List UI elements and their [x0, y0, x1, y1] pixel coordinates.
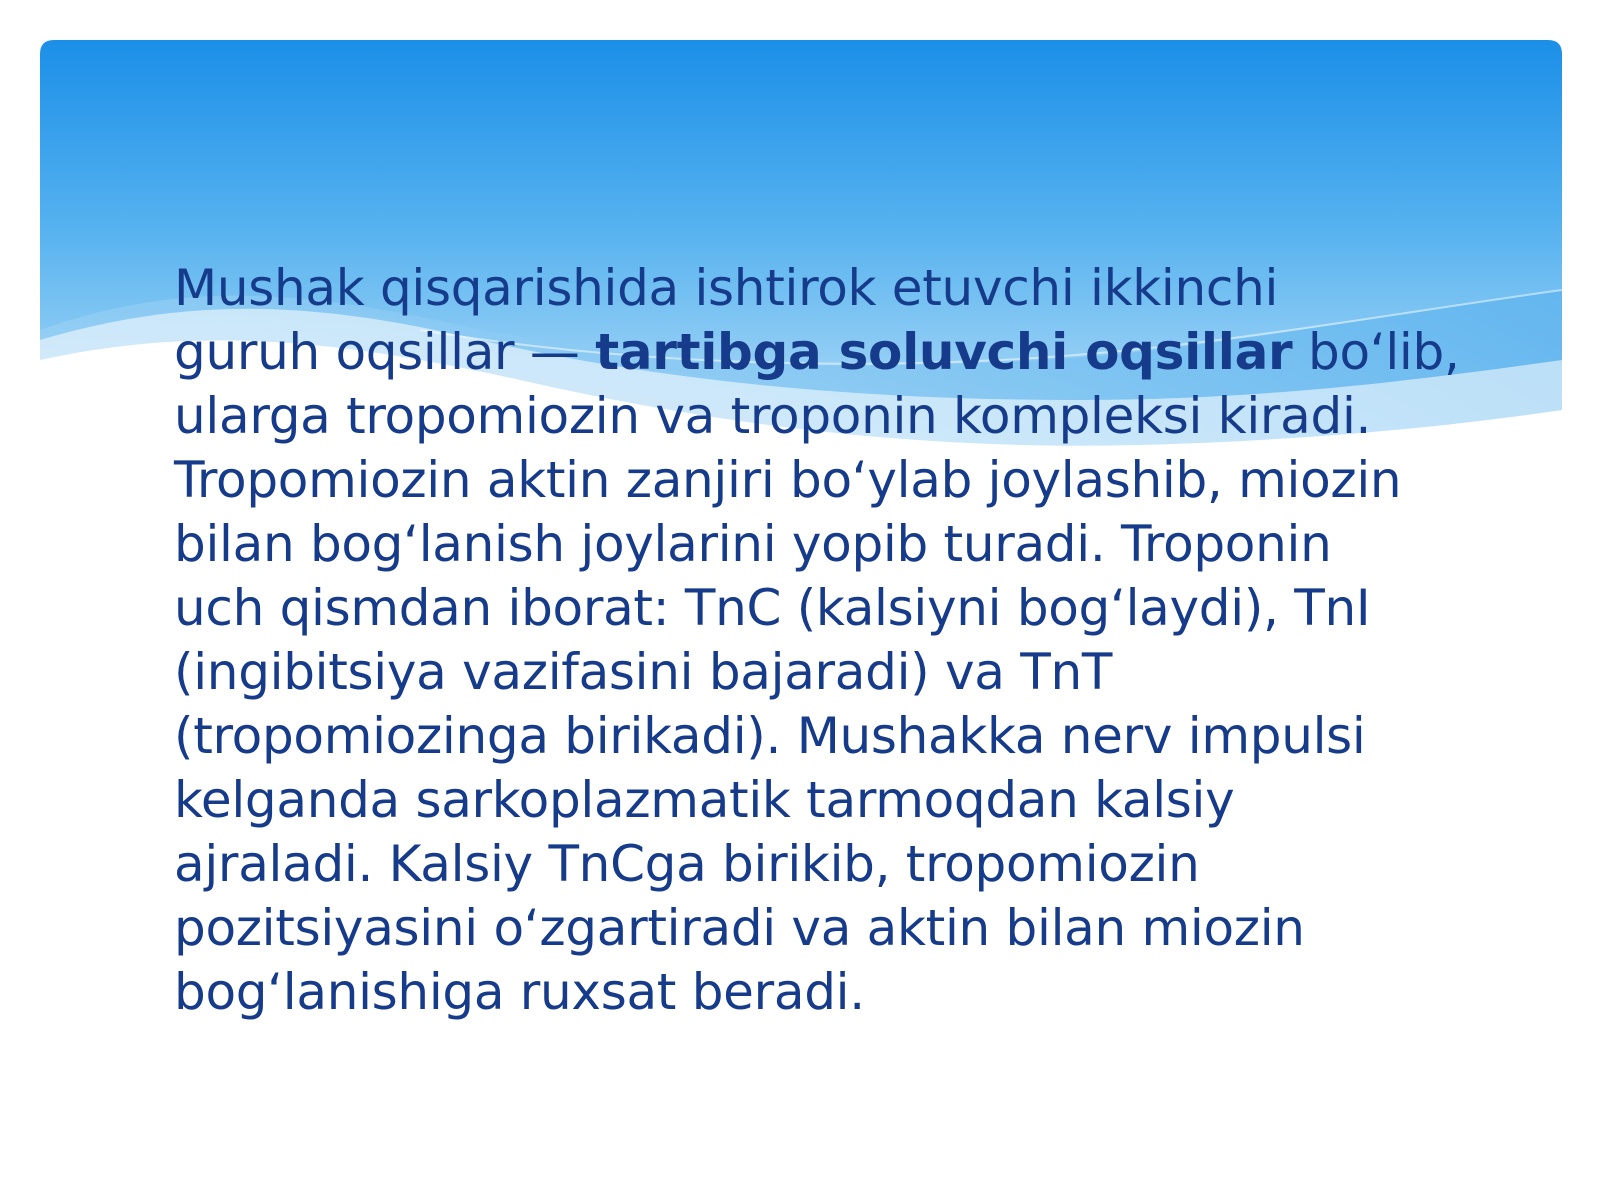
paragraph-line: pozitsiyasini o‘zgartiradi va aktin bilan miozin	[174, 899, 1305, 957]
paragraph-line: Tropomiozin aktin zanjiri bo‘ylab joylashib, miozin	[174, 451, 1402, 509]
paragraph-line: kelganda sarkoplazmatik tarmoqdan kalsiy	[174, 771, 1235, 829]
content-paragraph	[174, 256, 1474, 1024]
paragraph-line: uch qismdan iborat: TnC (kalsiyni bog‘laydi), TnI	[174, 579, 1371, 637]
emphasis-text: tartibga soluvchi oqsillar	[595, 323, 1293, 381]
paragraph-line: bilan bog‘lanish joylarini yopib turadi. Troponin	[174, 515, 1332, 573]
paragraph-line: ularga tropomiozin va troponin kompleksi kiradi.	[174, 387, 1372, 445]
paragraph-text: bo‘lib,	[1292, 323, 1460, 381]
paragraph-line: (tropomiozinga birikadi). Mushakka nerv impulsi	[174, 707, 1366, 765]
paragraph-text: guruh oqsillar —	[174, 323, 596, 381]
paragraph-line: Mushak qisqarishida ishtirok etuvchi ikkinchi	[174, 259, 1279, 317]
paragraph-line: (ingibitsiya vazifasini bajaradi) va TnT	[174, 643, 1113, 701]
paragraph-line: bog‘lanishiga ruxsat beradi.	[174, 963, 865, 1021]
paragraph-line: ajraladi. Kalsiy TnCga birikib, tropomiozin	[174, 835, 1200, 893]
paragraph-line	[174, 320, 1474, 384]
